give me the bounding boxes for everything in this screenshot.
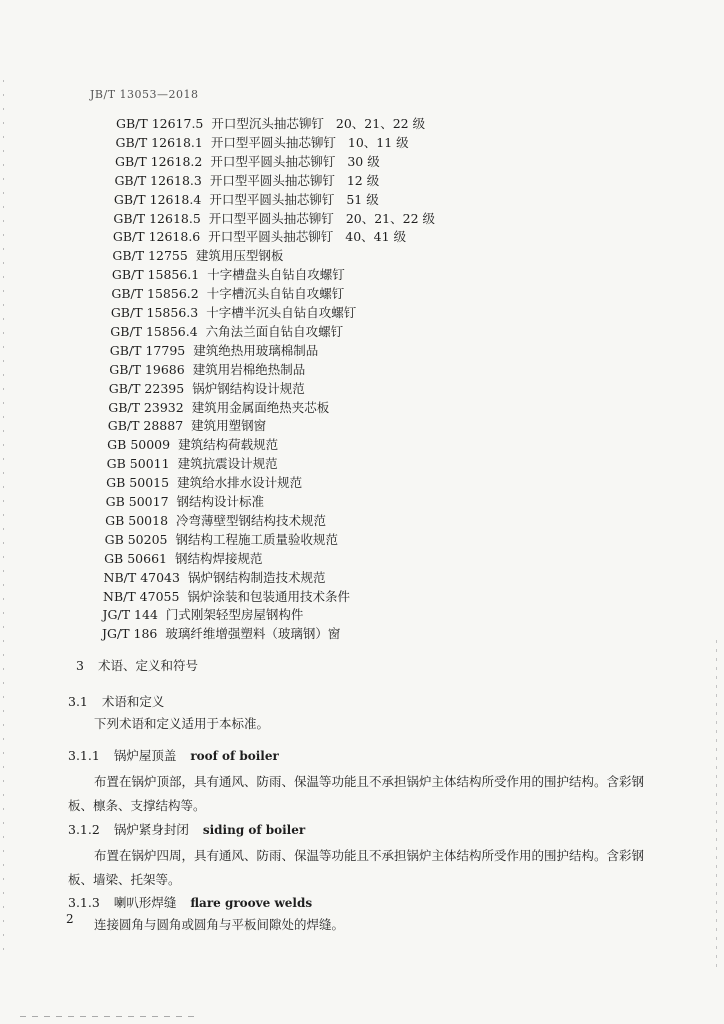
reference-item: [105, 513, 326, 529]
reference-title: 十字槽半沉头自钻自攻螺钉: [206, 305, 357, 320]
reference-code: GB 50011: [106, 456, 170, 472]
term-english: roof of boiler: [190, 749, 279, 763]
reference-item: [106, 475, 302, 491]
section-title: 术语、定义和符号: [97, 658, 198, 673]
reference-title: 建筑抗震设计规范: [177, 456, 278, 472]
reference-title: 六角法兰面自钻自攻螺钉: [205, 323, 344, 339]
reference-grade: 20、21、22 级: [345, 210, 436, 226]
term-heading: [68, 820, 305, 838]
reference-code: GB/T 23932: [108, 399, 184, 415]
reference-item: [116, 116, 425, 132]
reference-title: 开口型平圆头抽芯铆钉: [210, 134, 336, 150]
reference-item: [103, 589, 350, 605]
scan-artifact-right: [716, 640, 717, 970]
reference-item: [112, 267, 345, 283]
reference-code: GB/T 28887: [107, 418, 184, 434]
reference-code: GB 50015: [106, 475, 170, 491]
term-definition: [68, 913, 648, 937]
section-3-heading: [76, 656, 198, 674]
term-number: 3.1.3: [68, 895, 100, 910]
reference-grade: 40、41 级: [345, 229, 407, 245]
reference-code: GB/T 17795: [109, 342, 186, 358]
reference-grade: 10、11 级: [347, 134, 409, 150]
definition-text: 连接圆角与圆角或圆角与平板间隙处的焊缝。: [94, 917, 345, 932]
reference-title: 开口型沉头抽芯铆钉: [211, 116, 324, 131]
reference-title: 建筑用压型钢板: [195, 248, 284, 264]
section-title: 术语和定义: [101, 694, 165, 709]
standard-code-header: JB/T 13053—2018: [90, 88, 199, 101]
reference-code: GB/T 15856.3: [110, 305, 199, 320]
reference-item: [112, 248, 283, 264]
reference-code: GB/T 15856.1: [111, 267, 200, 283]
reference-item: [105, 532, 338, 548]
reference-item: [109, 362, 305, 378]
reference-title: 钢结构设计标准: [176, 494, 265, 509]
scan-artifact-bottom: [20, 1016, 200, 1017]
reference-title: 建筑用岩棉绝热制品: [192, 361, 306, 377]
reference-title: 建筑结构荷载规范: [178, 437, 279, 453]
term-number: 3.1.2: [68, 822, 100, 837]
intro-paragraph: [68, 712, 648, 736]
term-definition: [68, 770, 648, 818]
term-number: 3.1.1: [68, 748, 100, 763]
term-chinese: 喇叭形焊缝: [113, 895, 177, 910]
reference-item: [104, 551, 262, 567]
reference-grade: 51 级: [346, 191, 379, 207]
reference-title: 钢结构工程施工质量验收规范: [175, 531, 339, 547]
reference-title: 锅炉钢结构设计规范: [192, 380, 305, 396]
reference-code: JG/T 144: [102, 607, 158, 623]
reference-code: GB/T 12618.6: [112, 229, 201, 245]
reference-item: [104, 570, 326, 586]
reference-item: [114, 192, 379, 208]
reference-grade: 20、21、22 级: [335, 116, 426, 131]
reference-code: GB/T 22395: [108, 380, 185, 396]
term-english: siding of boiler: [202, 823, 306, 837]
section-number: 3: [76, 658, 84, 673]
reference-code: GB/T 19686: [109, 361, 185, 377]
reference-code: GB/T 12618.5: [113, 210, 201, 226]
reference-item: [110, 343, 318, 359]
page-number: 2: [66, 912, 74, 926]
scan-artifact-left: [3, 80, 4, 950]
reference-item: [114, 173, 379, 189]
term-chinese: 锅炉屋顶盖: [113, 748, 177, 763]
reference-title: 开口型平圆头抽芯铆钉: [208, 210, 334, 226]
reference-item: [115, 154, 380, 170]
reference-title: 建筑绝热用玻璃棉制品: [193, 342, 319, 358]
reference-code: GB/T 12618.3: [114, 172, 202, 188]
reference-title: 开口型平圆头抽芯铆钉: [209, 191, 335, 207]
reference-code: JG/T 186: [102, 626, 158, 642]
reference-code: GB/T 12755: [112, 248, 188, 264]
reference-title: 玻璃纤维增强塑料（玻璃钢）窗: [165, 626, 341, 642]
term-heading: [68, 746, 279, 764]
reference-item: [108, 400, 329, 416]
reference-title: 冷弯薄壁型钢结构技术规范: [176, 512, 327, 528]
reference-code: GB 50661: [104, 550, 167, 566]
definition-text: 布置在锅炉四周，具有通风、防雨、保温等功能且不承担锅炉主体结构所受作用的围护结构。含彩钢板、墙梁、托架等。: [68, 848, 645, 887]
term-definition: [68, 844, 648, 892]
reference-item: [107, 437, 278, 453]
reference-item: [103, 607, 304, 623]
reference-code: GB 50205: [104, 531, 168, 547]
reference-item: [106, 494, 264, 510]
reference-code: GB 50018: [105, 512, 169, 528]
reference-title: 门式刚架轻型房屋钢构件: [165, 607, 304, 623]
reference-title: 锅炉涂装和包装通用技术条件: [187, 588, 350, 604]
reference-title: 钢结构焊接规范: [174, 550, 263, 566]
reference-item: [108, 418, 266, 434]
reference-code: GB/T 15856.2: [111, 286, 199, 302]
reference-code: GB/T 12617.5: [116, 116, 204, 131]
reference-title: 开口型平圆头抽芯铆钉: [209, 172, 335, 188]
reference-title: 建筑用塑钢窗: [191, 418, 267, 434]
reference-code: GB/T 12618.2: [114, 153, 203, 169]
reference-title: 锅炉钢结构制造技术规范: [187, 569, 326, 585]
reference-grade: 30 级: [347, 153, 380, 169]
term-heading: [68, 893, 312, 911]
definition-text: 布置在锅炉顶部，具有通风、防雨、保温等功能且不承担锅炉主体结构所受作用的围护结构。含彩钢板、檩条、支撑结构等。: [68, 774, 645, 813]
reference-code: GB 50017: [105, 494, 169, 509]
reference-title: 开口型平圆头抽芯铆钉: [210, 153, 336, 169]
reference-code: GB/T 12618.1: [115, 134, 203, 150]
reference-code: GB/T 12618.4: [113, 191, 202, 207]
intro-text: 下列术语和定义适用于本标准。: [94, 716, 270, 731]
section-number: 3.1: [68, 694, 88, 709]
term-chinese: 锅炉紧身封闭: [113, 822, 189, 837]
reference-code: NB/T 47055: [103, 588, 180, 604]
reference-title: 建筑给水排水设计规范: [177, 475, 303, 491]
reference-code: GB/T 15856.4: [110, 323, 198, 339]
reference-title: 十字槽盘头自钻自攻螺钉: [207, 267, 345, 283]
reference-title: 开口型平圆头抽芯铆钉: [208, 229, 334, 245]
term-english: flare groove welds: [190, 896, 313, 910]
reference-item: [110, 324, 343, 340]
reference-item: [115, 135, 408, 151]
reference-item: [111, 305, 356, 321]
reference-code: GB 50009: [107, 437, 171, 453]
section-3-1-heading: [68, 692, 164, 710]
reference-item: [111, 286, 344, 302]
reference-item: [113, 229, 406, 245]
reference-code: NB/T 47043: [103, 569, 180, 585]
reference-title: 建筑用金属面绝热夹芯板: [191, 399, 330, 415]
reference-title: 十字槽沉头自钻自攻螺钉: [206, 286, 345, 302]
reference-grade: 12 级: [346, 172, 380, 188]
reference-item: [109, 381, 305, 397]
reference-item: [102, 626, 340, 642]
reference-item: [113, 211, 435, 227]
reference-item: [107, 456, 278, 472]
